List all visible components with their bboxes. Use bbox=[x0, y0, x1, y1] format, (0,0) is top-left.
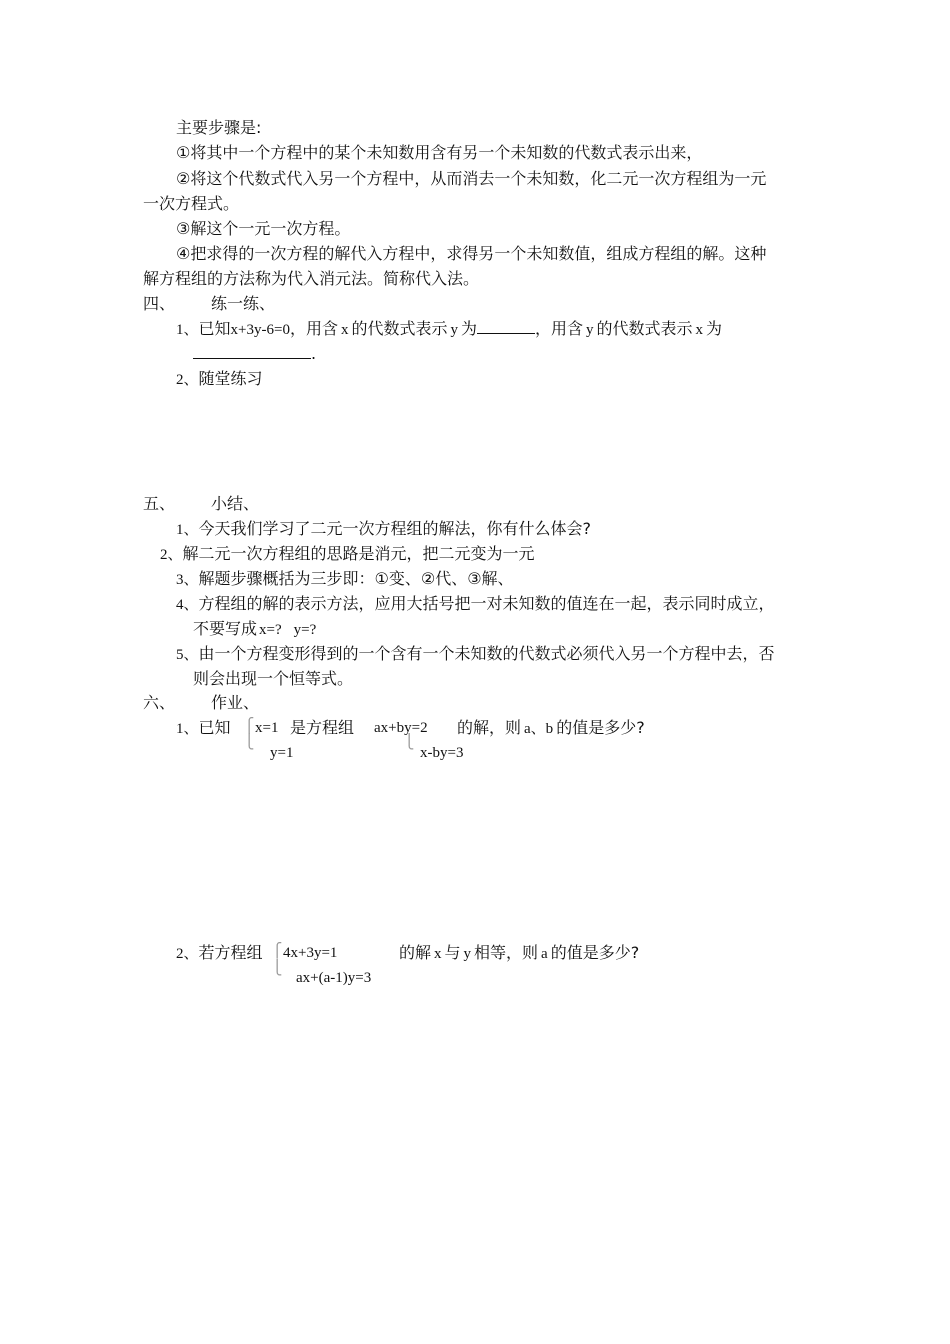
steps-heading: 主要步骤是: bbox=[176, 118, 262, 137]
summary-item-5 bbox=[176, 644, 775, 665]
q1-equation: x+3y-6=0 bbox=[230, 322, 290, 338]
summary-item-2-number: 2、 bbox=[160, 547, 183, 563]
practice-q2 bbox=[176, 369, 263, 390]
summary-item-5-text: 由一个方程变形得到的一个含有一个未知数的代数式必须代入另一个方程中去，否 bbox=[198, 644, 775, 663]
homework-1-text-a: 已知 bbox=[198, 718, 231, 737]
summary-item-5-number: 5、 bbox=[176, 647, 199, 663]
summary-item-4 bbox=[176, 594, 775, 615]
homework-2-text-a: 若方程组 bbox=[198, 943, 263, 962]
step-2-line-2: 一次方程式。 bbox=[143, 194, 240, 213]
summary-item-4-text: 方程组的解的表示方法，应用大括号把一对未知数的值连在一起，表示同时成立， bbox=[198, 594, 775, 613]
q1-var-y: y bbox=[450, 322, 458, 338]
summary-item-2-text: 解二元一次方程组的思路是消元，把二元变为一元 bbox=[182, 544, 535, 563]
summary-item-5-line-2: 则会出现一个恒等式。 bbox=[193, 669, 354, 688]
q2-number: 2、 bbox=[176, 372, 199, 388]
homework-2-number: 2、 bbox=[176, 946, 199, 962]
q2-text: 随堂练习 bbox=[198, 369, 263, 388]
step-4-line-1: ④把求得的一次方程的解代入方程中，求得另一个未知数值，组成方程组的解。这种 bbox=[176, 244, 767, 263]
summary-item-4-number: 4、 bbox=[176, 597, 199, 613]
homework-1-eq-1: ax+by=2 bbox=[374, 720, 428, 736]
q1-var-x2: x bbox=[695, 322, 704, 338]
homework-2-lead bbox=[176, 943, 263, 964]
left-brace-icon: ⎩ bbox=[272, 960, 283, 976]
homework-1-solution-x: x=1 bbox=[255, 720, 279, 736]
section-6-number: 六、 bbox=[143, 693, 176, 712]
q1-text-c: 的代数式表示 bbox=[351, 319, 448, 338]
section-5-number: 五、 bbox=[143, 494, 176, 513]
q1-var-x: x bbox=[340, 322, 349, 338]
homework-1-lead bbox=[176, 718, 231, 739]
homework-1-text-b: 是方程组 bbox=[290, 718, 355, 737]
homework-2-var-y: y bbox=[463, 946, 472, 962]
q1-text-a: 已知 bbox=[198, 319, 231, 338]
q1-var-y2: y bbox=[586, 322, 594, 338]
section-6-title: 作业、 bbox=[211, 693, 260, 712]
section-4-number: 四、 bbox=[143, 294, 176, 313]
summary-item-3-text: 解题步骤概括为三步即：①变、②代、③解、 bbox=[198, 569, 514, 588]
homework-2-text-b: 的解 bbox=[399, 943, 432, 962]
q1-blank-1[interactable] bbox=[477, 319, 535, 334]
homework-1-text-c: 的解，则 bbox=[457, 718, 522, 737]
summary-item-3-number: 3、 bbox=[176, 572, 199, 588]
homework-1-text-d: 的值是多少? bbox=[556, 718, 645, 737]
summary-item-4-text-b: 不要写成 bbox=[193, 619, 258, 638]
q1-text-f: 的代数式表示 bbox=[596, 319, 693, 338]
homework-2-eq-2: ax+(a-1)y=3 bbox=[296, 970, 372, 986]
homework-2-var-a: a bbox=[541, 946, 548, 962]
section-4-title: 练一练、 bbox=[211, 294, 276, 313]
section-5-title: 小结、 bbox=[211, 494, 260, 513]
step-2-line-1: ②将这个代数式代入另一个方程中，从而消去一个未知数，化二元一次方程组为一元 bbox=[176, 169, 767, 188]
summary-item-1-number: 1、 bbox=[176, 522, 199, 538]
homework-1-vars: a、b bbox=[524, 721, 554, 737]
q1-text-b: ，用含 bbox=[289, 319, 338, 338]
summary-item-1-text: 今天我们学习了二元一次方程组的解法，你有什么体会? bbox=[198, 519, 592, 538]
homework-1-number: 1、 bbox=[176, 721, 199, 737]
step-3: ③解这个一元一次方程。 bbox=[176, 219, 351, 238]
homework-1-eq-2: x-by=3 bbox=[420, 745, 464, 761]
homework-2-eq-1: 4x+3y=1 bbox=[283, 945, 338, 961]
left-brace-icon: ⎧ bbox=[244, 718, 255, 734]
summary-item-4-x: x=? bbox=[259, 622, 282, 638]
homework-2-text-e: 的值是多少? bbox=[550, 943, 640, 962]
practice-q1-line-2 bbox=[193, 344, 316, 364]
left-brace-icon: ⎩ bbox=[244, 734, 255, 750]
homework-2-text-d: 相等，则 bbox=[474, 943, 539, 962]
homework-1-solution-y: y=1 bbox=[270, 745, 294, 761]
summary-item-1 bbox=[176, 519, 591, 540]
left-brace-icon: ⎩ bbox=[404, 734, 415, 750]
summary-item-2 bbox=[160, 544, 535, 565]
homework-2-var-x: x bbox=[434, 946, 442, 962]
homework-2-tail bbox=[399, 943, 639, 964]
step-4-line-2: 解方程组的方法称为代入消元法。简称代入法。 bbox=[143, 269, 480, 288]
step-1: ①将其中一个方程中的某个未知数用含有另一个未知数的代数式表示出来， bbox=[176, 143, 703, 162]
q1-blank-2[interactable] bbox=[193, 344, 311, 359]
q1-end: . bbox=[311, 344, 317, 363]
q1-number: 1、 bbox=[176, 322, 199, 338]
practice-q1 bbox=[176, 319, 722, 340]
q1-text-d: 为 bbox=[460, 319, 477, 338]
homework-2-text-c: 与 bbox=[444, 943, 461, 962]
summary-item-3 bbox=[176, 569, 514, 590]
left-brace-icon: ⎧ bbox=[272, 943, 283, 959]
q1-text-g: 为 bbox=[706, 319, 723, 338]
summary-item-4-line-2 bbox=[193, 619, 316, 640]
summary-item-4-y: y=? bbox=[293, 622, 317, 638]
q1-text-e: ，用含 bbox=[535, 319, 584, 338]
homework-1-tail bbox=[457, 718, 645, 739]
